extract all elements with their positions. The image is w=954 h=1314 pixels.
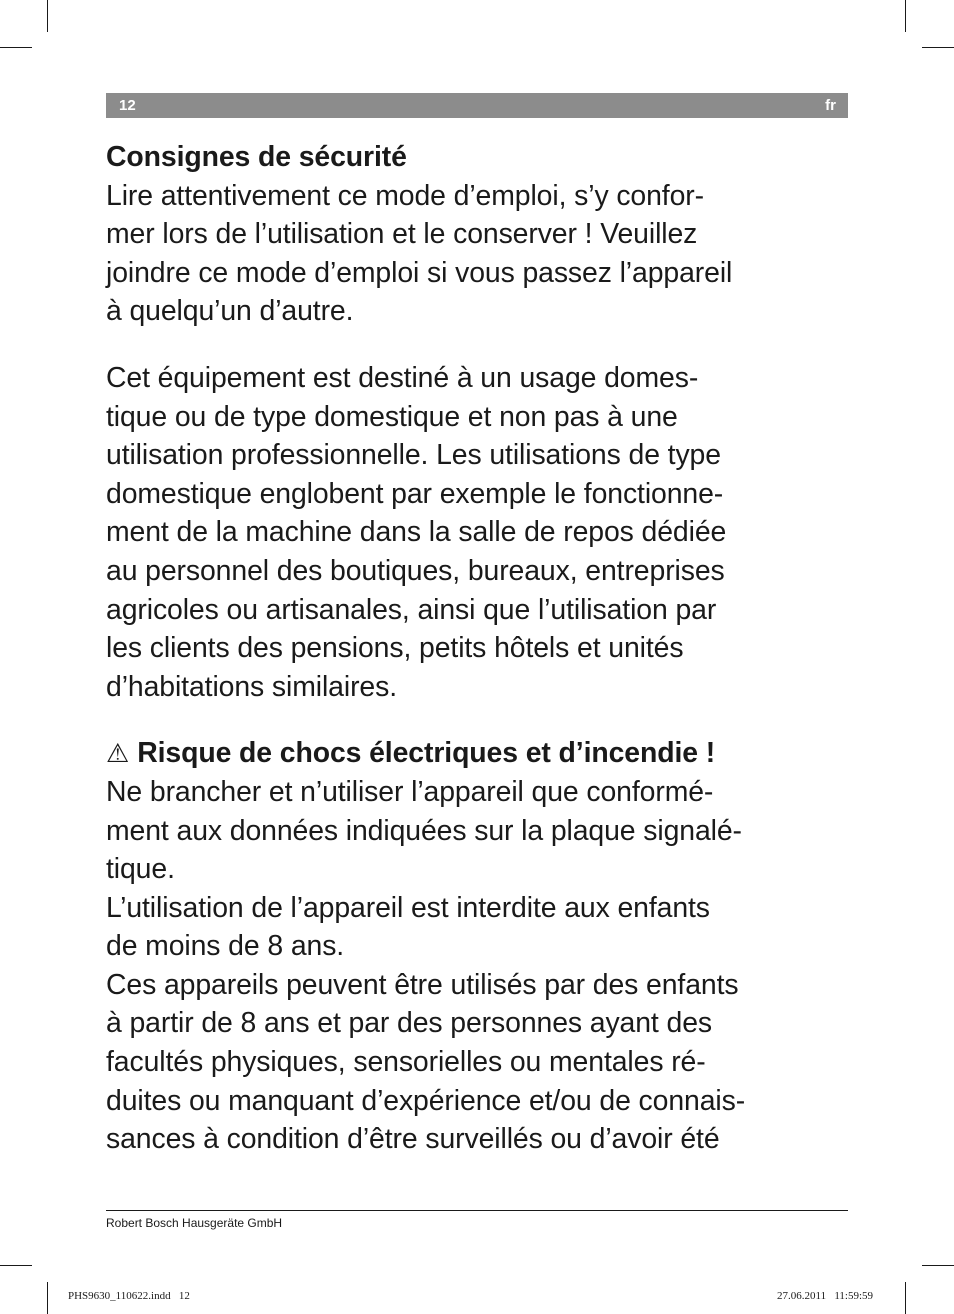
page-header-bar <box>106 93 848 118</box>
text-line: de moins de 8 ans. <box>106 930 345 963</box>
crop-mark <box>922 1265 954 1266</box>
text-line: tique ou de type domestique et non pas à une <box>106 400 678 433</box>
text-line: ment de la machine dans la salle de repos dédiée <box>106 516 727 549</box>
text-line: agricoles ou artisanales, ainsi que l’utilisation par <box>106 593 717 626</box>
document-body <box>106 138 866 1159</box>
text-line: domestique englobent par exemple le fonctionne- <box>106 477 724 510</box>
text-line: Lire attentivement ce mode d’emploi, s’y confor- <box>106 179 704 212</box>
text-line: sances à condition d’être surveillés ou d’avoir été <box>106 1123 720 1156</box>
text-line: Cet équipement est destiné à un usage domes- <box>106 361 699 394</box>
text-line: facultés physiques, sensorielles ou mentales ré- <box>106 1046 706 1079</box>
footer-company-name: Robert Bosch Hausgeräte GmbH <box>106 1216 283 1230</box>
page-number: 12 <box>119 97 136 114</box>
usage-paragraph <box>106 359 866 706</box>
text-line: au personnel des boutiques, bureaux, entreprises <box>106 554 725 587</box>
paragraph-spacer <box>106 331 866 359</box>
crop-mark <box>0 47 32 48</box>
text-line: mer lors de l’utilisation et le conserver ! Veuillez <box>106 218 698 251</box>
language-code: fr <box>825 97 836 114</box>
crop-mark <box>0 1265 32 1266</box>
text-line: ment aux données indiquées sur la plaque signalé- <box>106 814 742 847</box>
text-line: L’utilisation de l’appareil est interdite aux enfants <box>106 891 710 924</box>
warning-heading <box>106 734 866 773</box>
text-line: tique. <box>106 853 175 886</box>
text-line: d’habitations similaires. <box>106 670 397 703</box>
paragraph-spacer <box>106 706 866 734</box>
footer-divider <box>106 1210 848 1211</box>
print-slug-file: PHS9630_110622.indd 12 <box>68 1290 190 1302</box>
crop-mark <box>47 1282 48 1314</box>
crop-mark <box>47 0 48 32</box>
intro-paragraph <box>106 177 866 331</box>
crop-mark <box>905 1282 906 1314</box>
text-line: à partir de 8 ans et par des personnes ayant des <box>106 1007 712 1040</box>
warning-triangle-icon: ⚠ <box>106 738 130 769</box>
crop-mark <box>905 0 906 32</box>
text-line: utilisation professionnelle. Les utilisations de type <box>106 439 721 472</box>
warning-paragraph <box>106 773 866 1159</box>
print-slug-date: 27.06.2011 11:59:59 <box>777 1290 874 1302</box>
safety-heading: Consignes de sécurité <box>106 141 407 173</box>
crop-mark <box>922 47 954 48</box>
text-line: Ne brancher et n’utiliser l’appareil que conformé- <box>106 775 714 808</box>
text-line: duites ou manquant d’expérience et/ou de connais- <box>106 1084 746 1117</box>
text-line: les clients des pensions, petits hôtels et unités <box>106 632 684 665</box>
text-line: joindre ce mode d’emploi si vous passez l’appareil <box>106 256 733 289</box>
text-line: à quelqu’un d’autre. <box>106 295 354 328</box>
text-line: Ces appareils peuvent être utilisés par des enfants <box>106 968 739 1001</box>
warning-title: Risque de chocs électriques et d’incendie ! <box>137 737 716 770</box>
